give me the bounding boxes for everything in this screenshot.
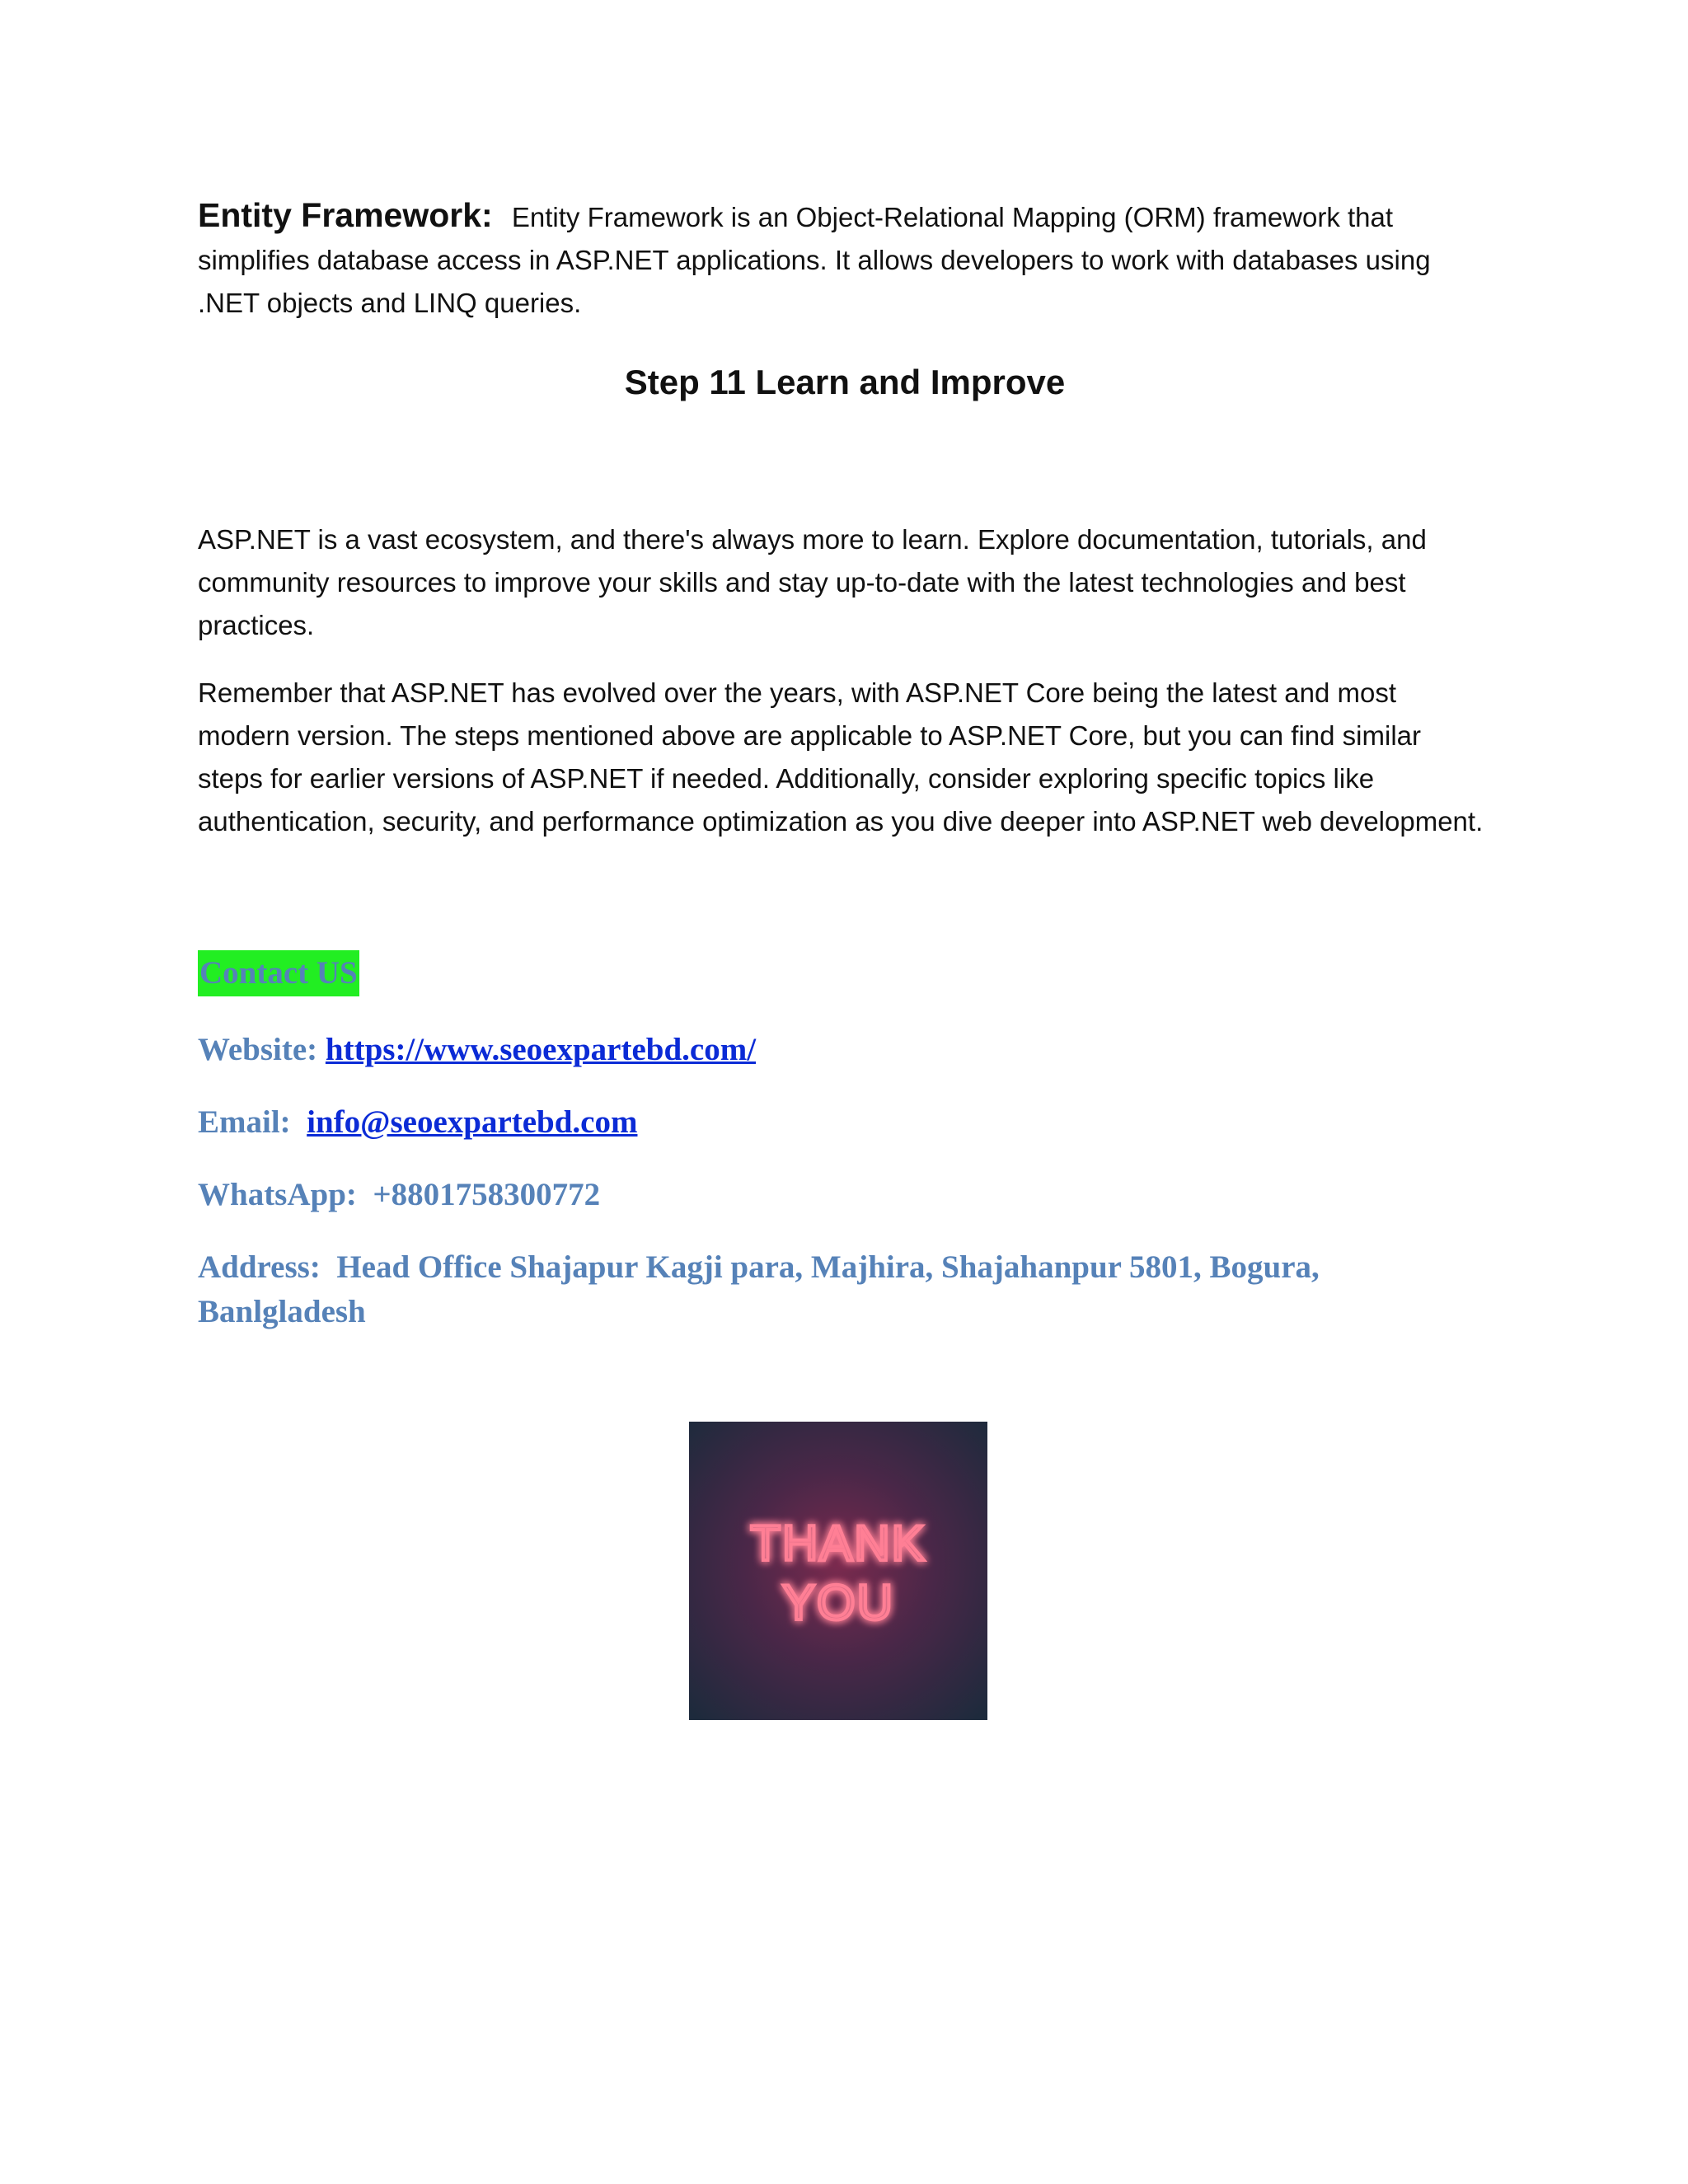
entity-framework-term: Entity Framework: [198,196,493,234]
thank-you-neon-sign [689,1422,987,1720]
contact-title: Contact US [198,950,359,996]
neon-line-1: THANK [750,1516,926,1571]
neon-line-2: YOU [781,1575,895,1630]
entity-framework-paragraph [198,194,1492,325]
page-content [198,194,1492,1334]
email-label: Email: [198,1104,291,1140]
whatsapp-label: WhatsApp: [198,1177,357,1212]
image-background [689,1422,987,1720]
email-link[interactable]: info@seoexpartebd.com [307,1104,638,1140]
email-line [198,1100,1492,1145]
contact-section [198,843,1492,1334]
entity-framework-text: Entity Framework is an Object-Relational Mapping (ORM) framework that simplifies database access in ASP.NET applications. It allows developers to work with databases using .NET objects and LINQ queries. [198,202,1431,318]
thank-you-image [689,1422,987,1720]
address-line [198,1245,1492,1334]
address-label: Address: [198,1249,321,1285]
website-label: Website: [198,1032,318,1067]
step-heading: Step 11 Learn and Improve [624,363,1066,401]
whatsapp-line [198,1173,1492,1217]
whatsapp-number: +8801758300772 [373,1177,601,1212]
paragraph-ecosystem: ASP.NET is a vast ecosystem, and there's always more to learn. Explore documentation, tutorials, and community resources to improve your skills and stay up-to-date with the latest technologies and best practices. [198,524,1427,640]
website-link[interactable]: https://www.seoexpartebd.com/ [325,1032,757,1067]
paragraph-remember: Remember that ASP.NET has evolved over the years, with ASP.NET Core being the latest and most modern version. The steps mentioned above are applicable to ASP.NET Core, but you can find similar steps for earlier versions of ASP.NET if needed. Additionally, consider exploring specific topics like authentication, security, and performance optimization as you dive deeper into ASP.NET web development. [198,677,1484,837]
address-text: Head Office Shajapur Kagji para, Majhira, Shajahanpur 5801, Bogura, Banlgladesh [198,1249,1320,1329]
website-line [198,1028,1492,1072]
